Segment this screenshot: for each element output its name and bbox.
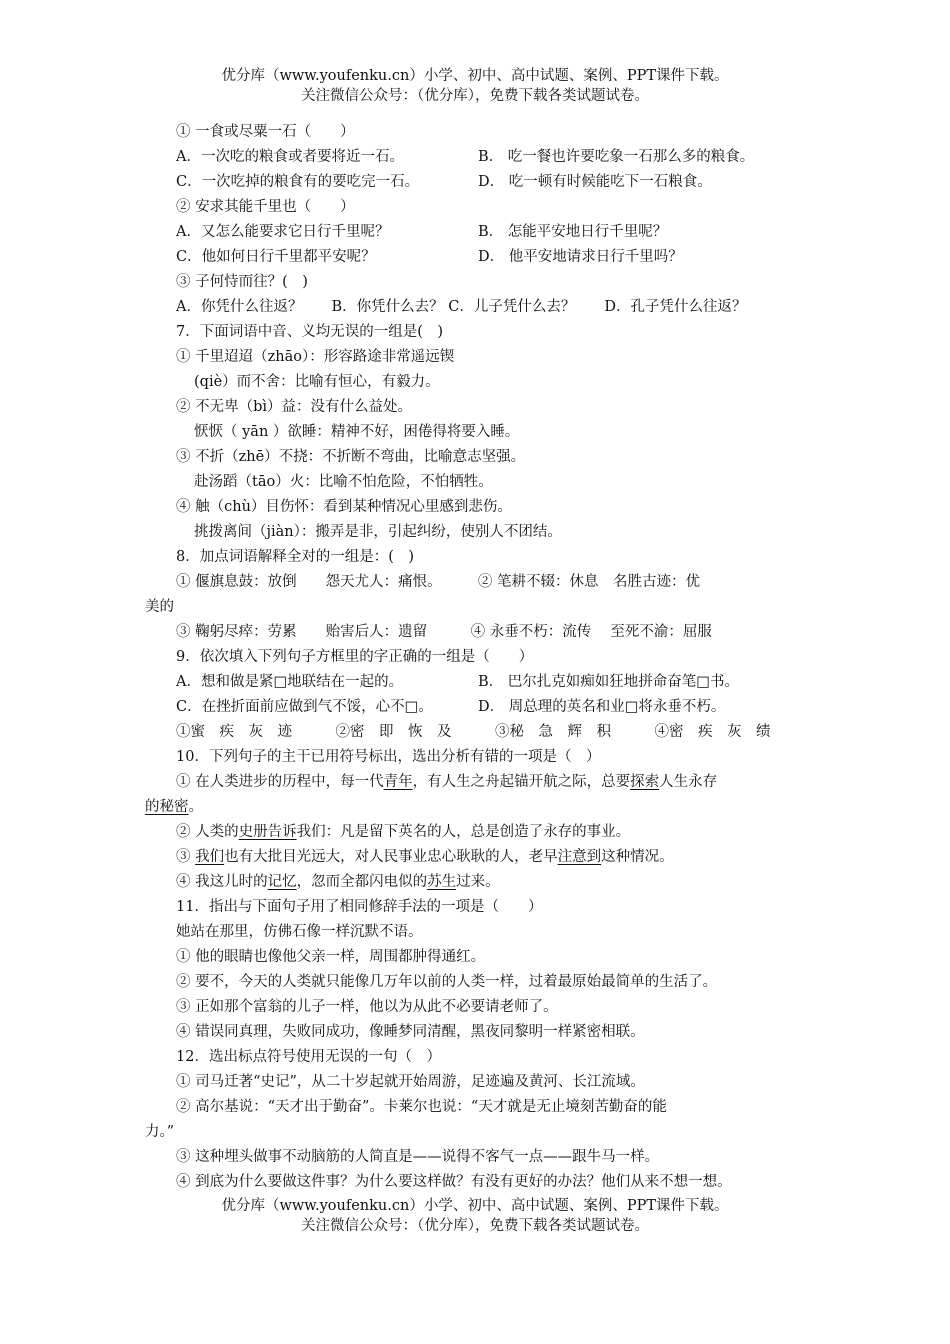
q10-item-1-pre: ① 在人类进步的历程中，每一代 xyxy=(176,774,384,790)
q7-item-3a: ③ 不折（zhē）不挠：不折断不弯曲，比喻意志坚强。 xyxy=(176,449,526,465)
q7-item-3b: 赴汤蹈（tāo）火：比喻不怕危险，不怕牺牲。 xyxy=(194,474,493,490)
q10-item-2-subject: 史册 xyxy=(238,824,268,840)
q10-item-4-mid: ，忽而全都闪电似的 xyxy=(296,874,428,890)
q7-item-2b: 恹恹（ yān ）欲睡：精神不好，困倦得将要入睡。 xyxy=(194,424,520,440)
q6-s2-stem: ② 安求其能千里也（ ） xyxy=(176,199,355,215)
q6-s1-ab xyxy=(176,147,755,167)
q6-s2-option-d: D． 他平安地请求日行千里吗？ xyxy=(478,249,683,265)
q6-s2-option-b: B． 怎能平安地日行千里呢？ xyxy=(478,224,668,240)
q6-s2-option-a: A．又怎么能要求它日行千里呢？ xyxy=(176,224,390,240)
q6-s1-option-d: D． 吃一顿有时候能吃下一石粮食。 xyxy=(478,174,712,190)
q12-item-4: ④ 到底为什么要做这件事？为什么要这样做？有没有更好的办法？他们从来不想一想。 xyxy=(176,1174,732,1190)
q9-sentence-d: D． 周总理的英名和业□将永垂不朽。 xyxy=(478,699,726,715)
q9-cd xyxy=(176,697,726,717)
q8-stem: 8．加点词语解释全对的一组是：( ) xyxy=(176,549,415,565)
q7-stem: 7．下面词语中音、义均无误的一组是( ) xyxy=(176,324,444,340)
page-footer xyxy=(0,1196,950,1236)
q8-row-1: ① 偃旗息鼓：放倒 怨天尤人：痛恨。 ② 笔耕不辍：休息 名胜古迹：优 xyxy=(176,574,700,590)
q10-item-1-subject: 青年 xyxy=(383,774,413,790)
q10-item-2-post: 我们：凡是留下英名的人，总是创造了永存的事业。 xyxy=(296,824,631,840)
q6-s1-stem: ① 一食或尽粟一石（ ） xyxy=(176,124,355,140)
page-header xyxy=(0,66,950,106)
q10-item-1-end: 。 xyxy=(188,799,203,815)
q10-item-4 xyxy=(176,872,500,892)
q6-s3-stem: ③ 子何恃而往？( ) xyxy=(176,274,308,290)
q12-item-2-cont: 力。” xyxy=(145,1124,175,1140)
q6-s2-option-c: C．他如何日行千里都平安呢？ xyxy=(176,249,376,265)
q10-item-3-subject: 我们 xyxy=(195,849,225,865)
q10-item-1-cont xyxy=(145,797,203,817)
q11-sentence: 她站在那里，仿佛石像一样沉默不语。 xyxy=(176,924,423,940)
q9-sentence-c: C．在挫折面前应做到气不馁，心不□。 xyxy=(176,699,433,715)
q10-item-2-predicate: 告诉 xyxy=(267,824,297,840)
q11-item-2: ② 要不，今天的人类就只能像几万年以前的人类一样，过着最原始最简单的生活了。 xyxy=(176,974,718,990)
q9-sentence-a: A．想和做是紧□地联结在一起的。 xyxy=(176,674,404,690)
q6-s2-ab xyxy=(176,222,668,242)
header-line-2: 关注微信公众号：（优分库），免费下载各类试题试卷。 xyxy=(301,88,649,104)
q10-item-3-predicate: 注意到 xyxy=(557,849,602,865)
q8-row-1-cont: 美的 xyxy=(145,599,174,615)
q9-options: ①蜜 疾 灰 迹 ②密 即 恢 及 ③秘 急 辉 积 ④密 疾 灰 绩 xyxy=(176,724,771,740)
q6-s2-cd xyxy=(176,247,683,267)
q10-item-2 xyxy=(176,822,630,842)
footer-line-1: 优分库（www.youfenku.cn）小学、初中、高中试题、案例、PPT课件下载。 xyxy=(221,1198,729,1214)
q7-item-4b: 挑拨离间（jiàn）：搬弄是非，引起纠纷，使别人不团结。 xyxy=(194,524,562,540)
q10-item-1-object: 的秘密 xyxy=(145,799,189,815)
q10-item-3-post: 这种情况。 xyxy=(601,849,674,865)
q12-item-1: ① 司马迁著“史记”，从二十岁起就开始周游，足迹遍及黄河、长江流域。 xyxy=(176,1074,645,1090)
q7-item-4a: ④ 触（chù）目伤怀：看到某种情况心里感到悲伤。 xyxy=(176,499,512,515)
q10-item-4-post: 过来。 xyxy=(456,874,500,890)
q10-item-3-mid: 也有大批目光远大，对人民事业忠心耿耿的人，老早 xyxy=(224,849,558,865)
q6-s3-options: A．你凭什么往返？ B．你凭什么去？ C．儿子凭什么去？ D．孔子凭什么往返？ xyxy=(176,299,747,315)
q10-item-2-pre: ② 人类的 xyxy=(176,824,239,840)
q9-ab xyxy=(176,672,739,692)
q6-s1-option-b: B． 吃一餐也许要吃象一石那么多的粮食。 xyxy=(478,149,755,165)
header-line-1: 优分库（www.youfenku.cn）小学、初中、高中试题、案例、PPT课件下载。 xyxy=(221,68,729,84)
q11-item-3: ③ 正如那个富翁的儿子一样，他以为从此不必要请老师了。 xyxy=(176,999,558,1015)
q6-s1-cd xyxy=(176,172,712,192)
q9-sentence-b: B． 巴尔扎克如痴如狂地拼命奋笔□书。 xyxy=(478,674,739,690)
q10-item-4-pre: ④ 我这儿时的 xyxy=(176,874,268,890)
q10-item-1 xyxy=(176,772,717,792)
q10-item-1-post: 人生永存 xyxy=(659,774,718,790)
q6-s1-option-a: A．一次吃的粮食或者要将近一石。 xyxy=(176,149,404,165)
q7-item-1a: ① 千里迢迢（zhāo）：形容路途非常遥远锲 xyxy=(176,349,455,365)
q12-item-3: ③ 这种埋头做事不动脑筋的人简直是——说得不客气一点——跟牛马一样。 xyxy=(176,1149,660,1165)
q7-item-2a: ② 不无卑（bì）益：没有什么益处。 xyxy=(176,399,413,415)
q11-item-1: ① 他的眼睛也像他父亲一样，周围都肿得通红。 xyxy=(176,949,486,965)
footer-line-2: 关注微信公众号：（优分库），免费下载各类试题试卷。 xyxy=(301,1218,649,1234)
q10-item-3-pre: ③ xyxy=(176,849,196,865)
q8-row-2: ③ 鞠躬尽瘁：劳累 贻害后人：遗留 ④ 永垂不朽：流传 至死不渝：屈服 xyxy=(176,624,712,640)
q11-item-4: ④ 错误同真理，失败同成功，像睡梦同清醒，黑夜同黎明一样紧密相联。 xyxy=(176,1024,645,1040)
q12-item-2: ② 高尔基说：“天才出于勤奋”。卡莱尔也说：“天才就是无止境刻苦勤奋的能 xyxy=(176,1099,667,1115)
q10-item-4-predicate: 苏生 xyxy=(427,874,457,890)
q10-stem: 10．下列句子的主干已用符号标出，选出分析有错的一项是（ ） xyxy=(176,749,601,765)
q7-item-1b: (qiè）而不舍：比喻有恒心，有毅力。 xyxy=(194,374,440,390)
q10-item-4-subject: 记忆 xyxy=(267,874,297,890)
q10-item-1-predicate: 探索 xyxy=(630,774,660,790)
q11-stem: 11．指出与下面句子用了相同修辞手法的一项是（ ） xyxy=(176,899,543,915)
q6-s1-option-c: C．一次吃掉的粮食有的要吃完一石。 xyxy=(176,174,420,190)
q12-stem: 12．选出标点符号使用无误的一句（ ） xyxy=(176,1049,441,1065)
q9-stem: 9．依次填入下列句子方框里的字正确的一组是（ ） xyxy=(176,649,534,665)
q10-item-3 xyxy=(176,847,674,867)
q10-item-1-mid: ，有人生之舟起锚开航之际，总要 xyxy=(412,774,631,790)
